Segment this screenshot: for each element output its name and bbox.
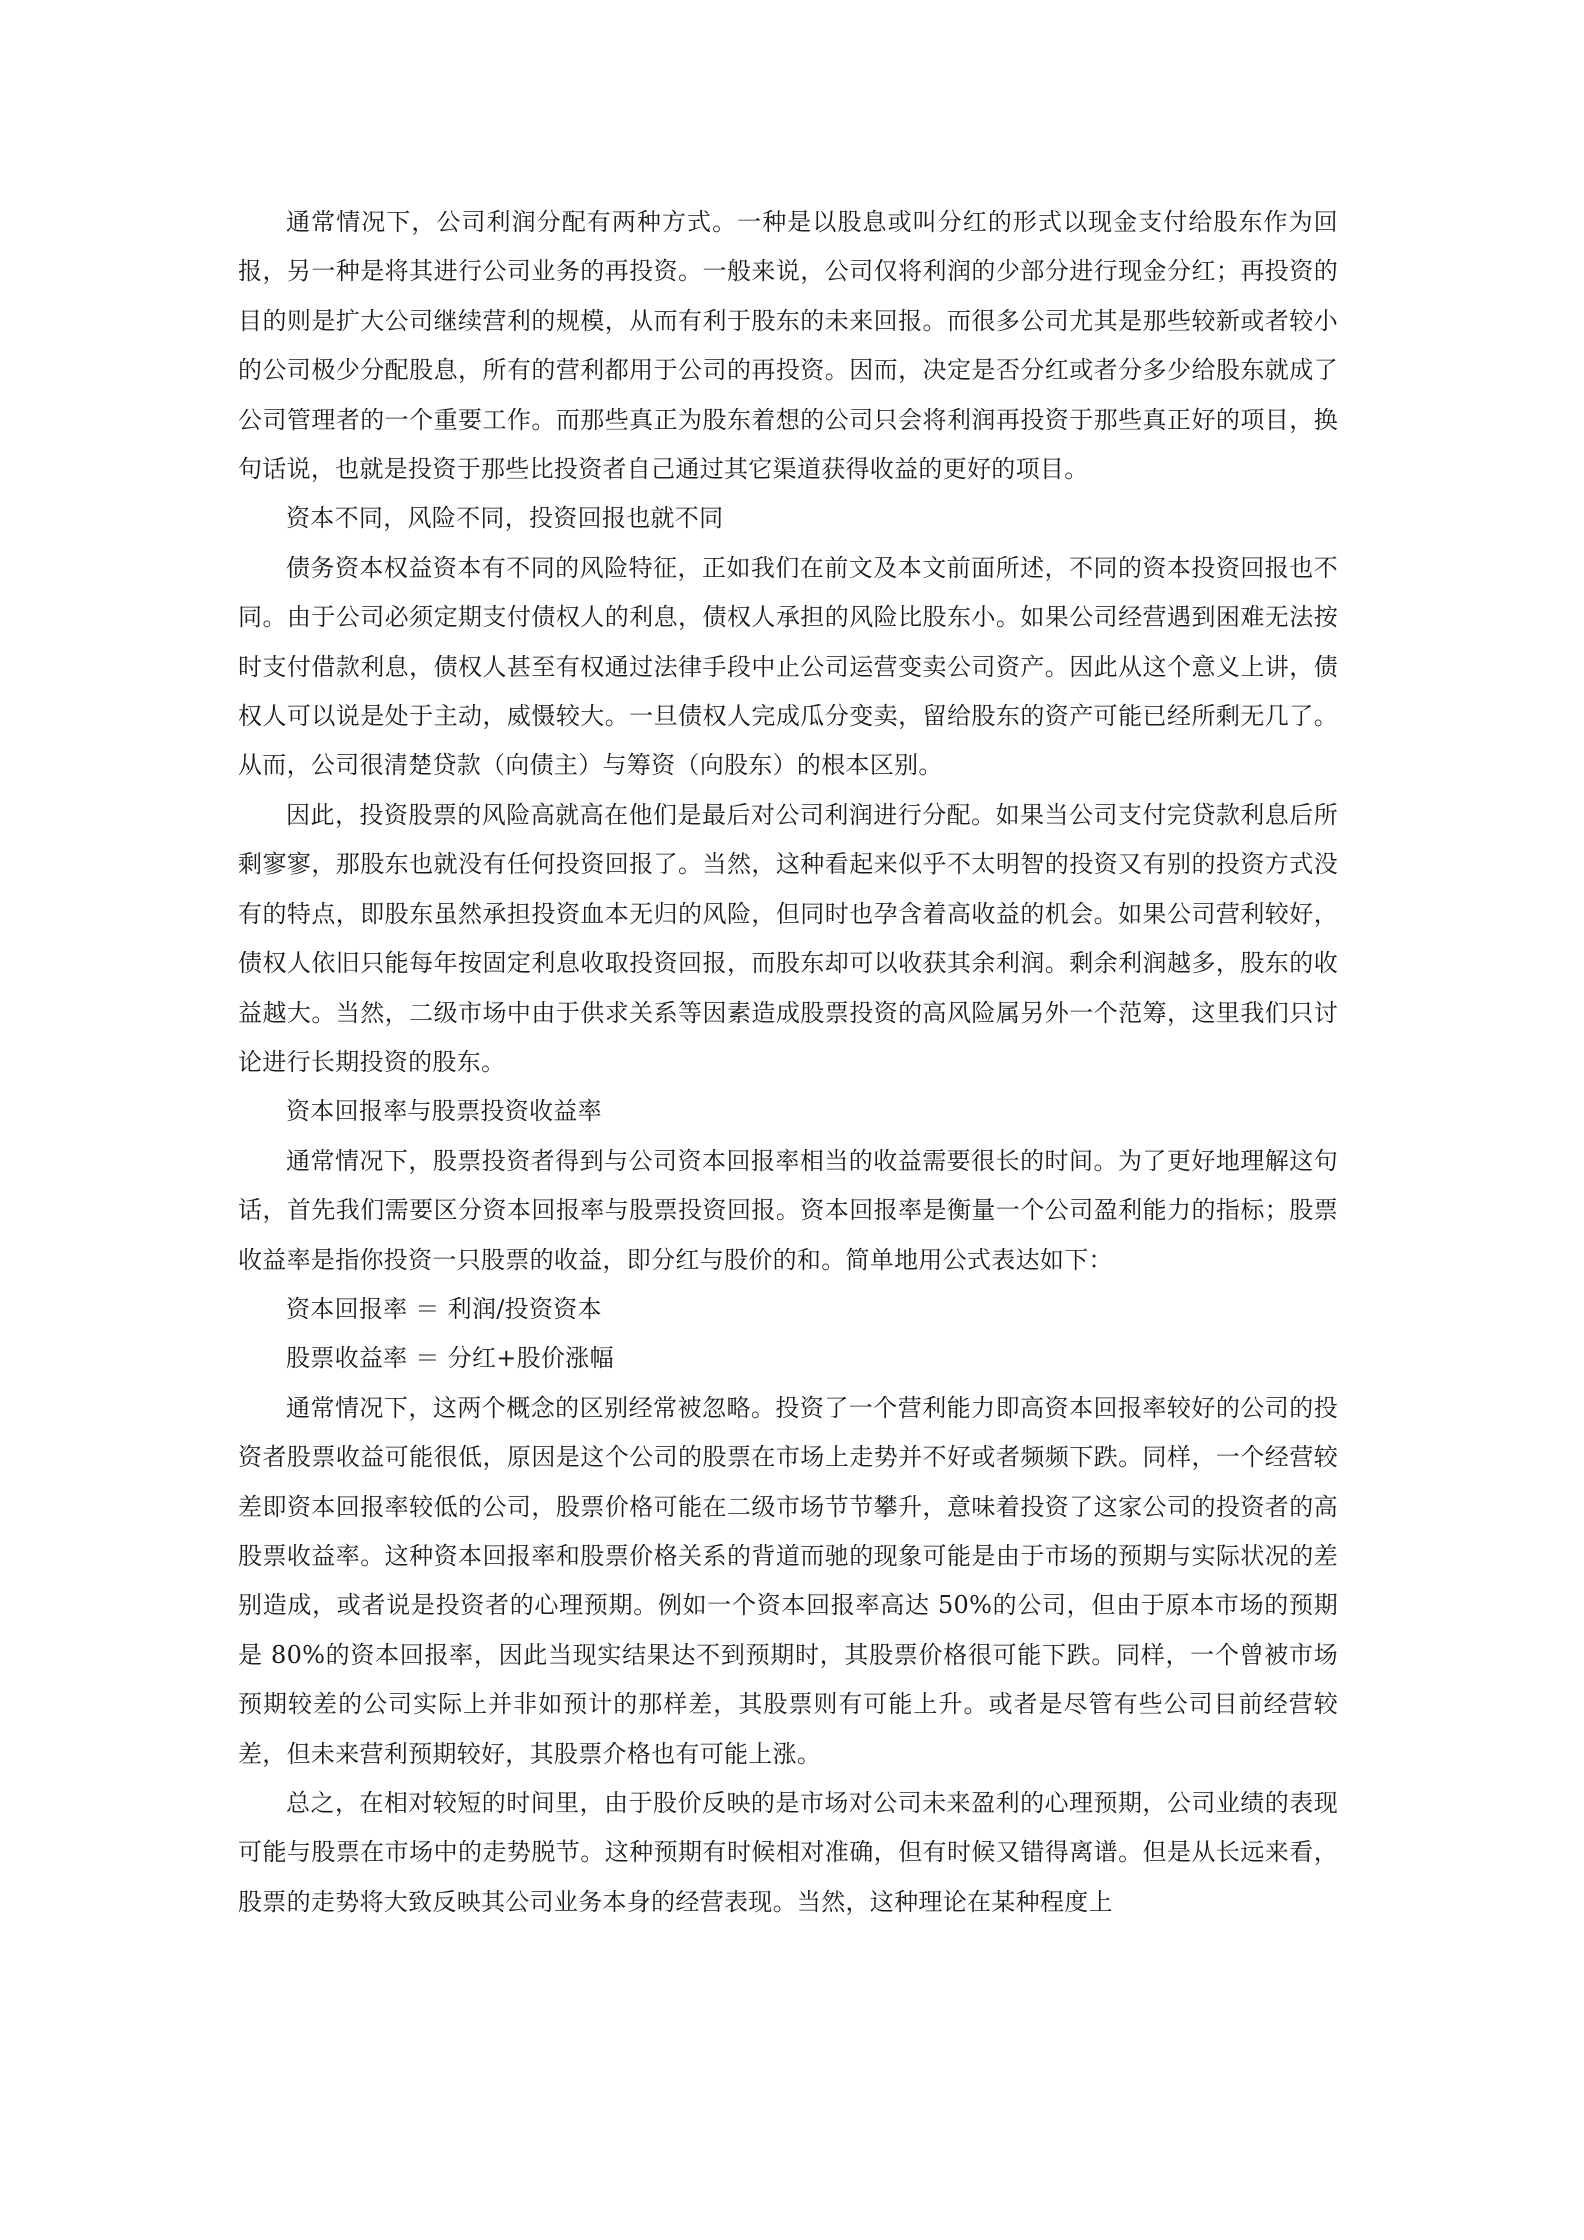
section-heading-capital-risk: 资本不同，风险不同，投资回报也就不同: [286, 504, 724, 533]
formula-stock-return: 股票收益率 ＝ 分红+股价涨幅: [286, 1344, 614, 1373]
paragraph-profit-distribution: 通常情况下，公司利润分配有两种方式。一种是以股息或叫分红的形式以现金支付给股东作为回报，另一种是将其进行公司业务的再投资。一般来说，公司仅将利润的少部分进行现金分红；再投资的目的则是扩大公司继续营利的规模，从而有利于股东的未来回报。而很多公司尤其是那些较新或者较小的公司极少分配股息，所有的营利都用于公司的再投资。因而，决定是否分红或者分多少给股东就成了公司管理者的一个重要工作。而那些真正为股东着想的公司只会将利润再投资于那些真正好的项目，换句话说，也就是投资于那些比投资者自己通过其它渠道获得收益的更好的项目。: [238, 208, 1338, 484]
paragraph-conclusion: 总之，在相对较短的时间里，由于股价反映的是市场对公司未来盈利的心理预期，公司业绩的表现可能与股票在市场中的走势脱节。这种预期有时候相对准确，但有时候又错得离谱。但是从长远来看，股票的走势将大致反映其公司业务本身的经营表现。当然，这种理论在某种程度上: [238, 1789, 1338, 1916]
section-heading-roc-vs-stock-return: 资本回报率与股票投资收益率: [286, 1097, 602, 1126]
paragraph-stock-risk: 因此，投资股票的风险高就高在他们是最后对公司利润进行分配。如果当公司支付完贷款利息后所剩寥寥，那股东也就没有任何投资回报了。当然，这种看起来似乎不太明智的投资又有别的投资方式没有的特点，即股东虽然承担投资血本无归的风险，但同时也孕含着高收益的机会。如果公司营利较好，债权人依旧只能每年按固定利息收取投资回报，而股东却可以收获其余利润。剩余利润越多，股东的收益越大。当然，二级市场中由于供求关系等因素造成股票投资的高风险属另外一个范筹，这里我们只讨论进行长期投资的股东。: [238, 800, 1338, 1076]
paragraph-roc-definition: 通常情况下，股票投资者得到与公司资本回报率相当的收益需要很长的时间。为了更好地理解这句话，首先我们需要区分资本回报率与股票投资回报。资本回报率是衡量一个公司盈利能力的指标；股票收益率是指你投资一只股票的收益，即分红与股价的和。简单地用公式表达如下：: [238, 1146, 1338, 1274]
formula-return-on-capital: 资本回报率 ＝ 利润/投资资本: [286, 1294, 602, 1323]
paragraph-divergence: 通常情况下，这两个概念的区别经常被忽略。投资了一个营利能力即高资本回报率较好的公司的投资者股票收益可能很低，原因是这个公司的股票在市场上走势并不好或者频频下跌。同样，一个经营较差即资本回报率较低的公司，股票价格可能在二级市场节节攀升，意味着投资了这家公司的投资者的高股票收益率。这种资本回报率和股票价格关系的背道而驰的现象可能是由于市场的预期与实际状况的差别造成，或者说是投资者的心理预期。例如一个资本回报率高达 50%的公司，但由于原本市场的预期是 80%的资本回报率，因此当现实结果达不到预期时，其股票价格很可能下跌。同样，一个曾被市场预期较差的公司实际上并非如预计的那样差，其股票则有可能上升。或者是尽管有些公司目前经营较差，但未来营利预期较好，其股票介格也有可能上涨。: [238, 1393, 1338, 1768]
document-body: [238, 198, 1338, 1927]
paragraph-debt-equity-risk: 债务资本权益资本有不同的风险特征，正如我们在前文及本文前面所述，不同的资本投资回报也不同。由于公司必须定期支付债权人的利息，债权人承担的风险比股东小。如果公司经营遇到困难无法按时支付借款利息，债权人甚至有权通过法律手段中止公司运营变卖公司资产。因此从这个意义上讲，债权人可以说是处于主动，威慑较大。一旦债权人完成瓜分变卖，留给股东的资产可能已经所剩无几了。从而，公司很清楚贷款（向债主）与筹资（向股东）的根本区别。: [238, 553, 1338, 780]
